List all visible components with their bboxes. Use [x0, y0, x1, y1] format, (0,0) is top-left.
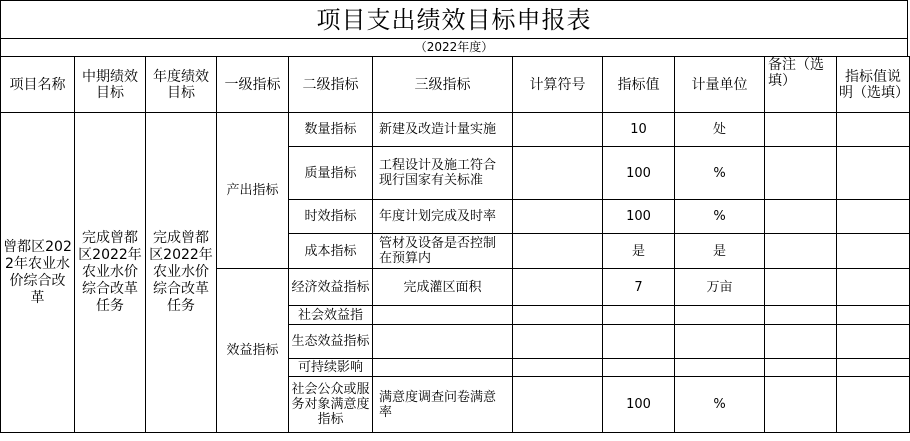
desc-cell [837, 269, 910, 306]
symbol-cell [513, 234, 603, 269]
value-cell [603, 306, 675, 325]
remark-cell [765, 269, 837, 306]
remark-cell [765, 200, 837, 234]
remark-cell [765, 359, 837, 377]
header-mid-goal: 中期绩效目标 [75, 57, 146, 113]
symbol-cell [513, 200, 603, 234]
level3-cell: 满意度调查问卷满意率 [373, 377, 513, 433]
value-cell: 7 [603, 269, 675, 306]
performance-target-table [0, 56, 910, 433]
header-desc: 指标值说明（选填） [837, 57, 910, 113]
header-project-name: 项目名称 [1, 57, 75, 113]
level3-cell [373, 325, 513, 359]
header-symbol: 计算符号 [513, 57, 603, 113]
desc-cell [837, 377, 910, 433]
level3-cell: 完成灌区面积 [373, 269, 513, 306]
level1-benefit-cell: 效益指标 [217, 269, 289, 433]
unit-cell: % [675, 200, 765, 234]
symbol-cell [513, 359, 603, 377]
level2-cell: 成本指标 [289, 234, 373, 269]
table-row [1, 113, 910, 147]
desc-cell [837, 200, 910, 234]
desc-cell [837, 325, 910, 359]
desc-cell [837, 234, 910, 269]
header-annual-goal: 年度绩效目标 [146, 57, 217, 113]
value-cell: 100 [603, 377, 675, 433]
header-row [1, 57, 910, 113]
level3-cell: 工程设计及施工符合现行国家有关标准 [373, 147, 513, 200]
level3-cell [373, 306, 513, 325]
form-title: 项目支出绩效目标申报表 [0, 0, 908, 38]
desc-cell [837, 147, 910, 200]
desc-cell [837, 359, 910, 377]
form-year: （2022年度） [0, 38, 908, 56]
value-cell [603, 359, 675, 377]
level2-cell: 可持续影响 [289, 359, 373, 377]
symbol-cell [513, 147, 603, 200]
level2-cell: 社会效益指 [289, 306, 373, 325]
value-cell: 100 [603, 200, 675, 234]
remark-cell [765, 325, 837, 359]
annual-goal-cell: 完成曾都区2022年农业水价综合改革任务 [146, 113, 217, 433]
level3-cell: 新建及改造计量实施 [373, 113, 513, 147]
remark-cell [765, 377, 837, 433]
header-remark: 备注（选填） [765, 57, 837, 113]
header-value: 指标值 [603, 57, 675, 113]
symbol-cell [513, 306, 603, 325]
value-cell [603, 325, 675, 359]
header-level1: 一级指标 [217, 57, 289, 113]
remark-cell [765, 113, 837, 147]
level3-cell [373, 359, 513, 377]
value-cell: 是 [603, 234, 675, 269]
remark-cell [765, 147, 837, 200]
header-unit: 计量单位 [675, 57, 765, 113]
symbol-cell [513, 269, 603, 306]
unit-cell: 是 [675, 234, 765, 269]
remark-cell [765, 234, 837, 269]
level2-cell: 生态效益指标 [289, 325, 373, 359]
level2-cell: 数量指标 [289, 113, 373, 147]
unit-cell [675, 325, 765, 359]
level2-cell: 质量指标 [289, 147, 373, 200]
level2-cell: 经济效益指标 [289, 269, 373, 306]
remark-cell [765, 306, 837, 325]
level3-cell: 年度计划完成及时率 [373, 200, 513, 234]
desc-cell [837, 113, 910, 147]
header-level2: 二级指标 [289, 57, 373, 113]
unit-cell [675, 359, 765, 377]
symbol-cell [513, 377, 603, 433]
desc-cell [837, 306, 910, 325]
unit-cell [675, 306, 765, 325]
value-cell: 10 [603, 113, 675, 147]
unit-cell: % [675, 377, 765, 433]
level3-cell: 管材及设备是否控制在预算内 [373, 234, 513, 269]
level2-cell: 社会公众或服务对象满意度指标 [289, 377, 373, 433]
unit-cell: 处 [675, 113, 765, 147]
header-level3: 三级指标 [373, 57, 513, 113]
unit-cell: % [675, 147, 765, 200]
level2-cell: 时效指标 [289, 200, 373, 234]
project-name-cell: 曾都区2022年农业水价综合改革 [1, 113, 75, 433]
level1-output-cell: 产出指标 [217, 113, 289, 269]
symbol-cell [513, 113, 603, 147]
mid-goal-cell: 完成曾都区2022年农业水价综合改革任务 [75, 113, 146, 433]
value-cell: 100 [603, 147, 675, 200]
symbol-cell [513, 325, 603, 359]
unit-cell: 万亩 [675, 269, 765, 306]
